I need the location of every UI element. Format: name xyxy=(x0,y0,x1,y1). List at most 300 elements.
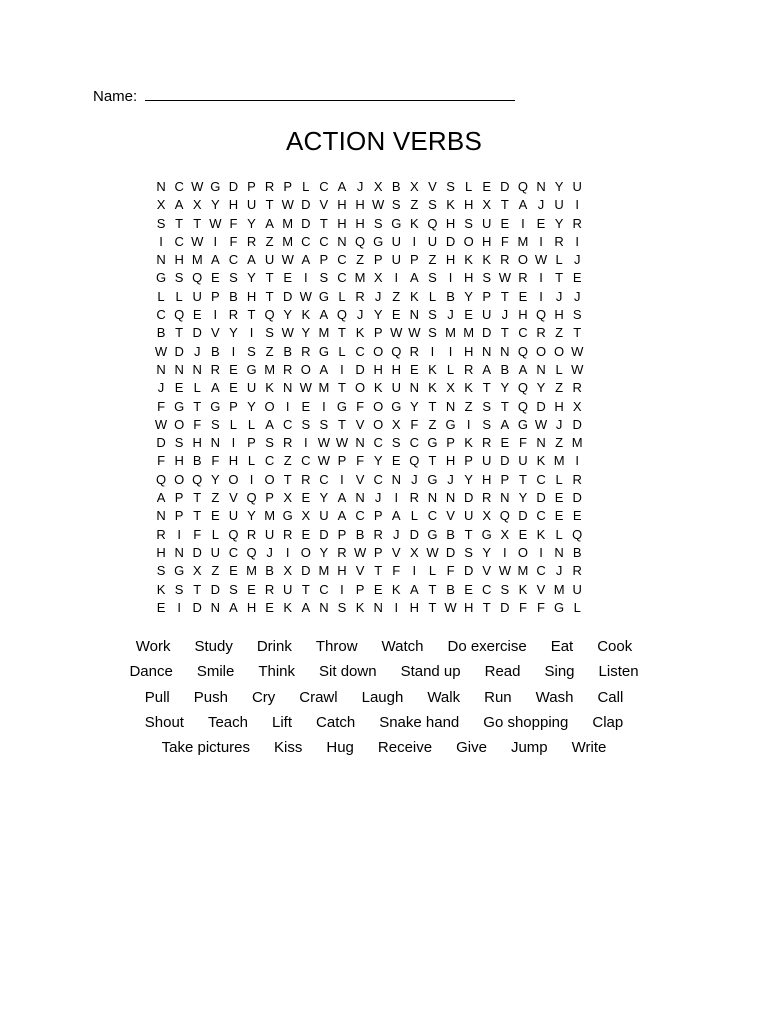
grid-letter: P xyxy=(373,508,383,524)
grid-letter: P xyxy=(373,252,383,268)
grid-letter: I xyxy=(575,233,580,249)
grid-letter: L xyxy=(410,508,418,524)
grid-letter: Z xyxy=(428,416,437,432)
grid-letter: E xyxy=(373,581,383,597)
word-bank-item: Snake hand xyxy=(379,713,460,731)
grid-letter: P xyxy=(337,453,347,469)
grid-letter: W xyxy=(498,270,511,286)
grid-letter: I xyxy=(503,544,507,560)
grid-letter: T xyxy=(500,197,509,213)
grid-letter: N xyxy=(536,179,546,194)
grid-letter: S xyxy=(428,325,437,341)
grid-letter: W xyxy=(209,215,222,231)
name-underline xyxy=(145,86,515,101)
grid-letter: C xyxy=(228,252,239,268)
word-bank-item: Write xyxy=(571,739,607,757)
grid-letter: V xyxy=(446,508,455,524)
grid-letter: T xyxy=(193,508,202,524)
grid-letter: A xyxy=(518,197,528,213)
grid-letter: W xyxy=(317,435,331,451)
grid-letter: K xyxy=(464,252,473,268)
grid-letter: Q xyxy=(174,307,185,323)
grid-letter: P xyxy=(247,435,256,451)
grid-letter: E xyxy=(301,398,311,414)
grid-letter: Y xyxy=(554,215,564,231)
word-bank-item: Stand up xyxy=(400,663,461,681)
word-bank-item: Do exercise xyxy=(447,638,527,655)
grid-letter: U xyxy=(463,508,474,524)
grid-letter: S xyxy=(337,599,347,615)
grid-letter: D xyxy=(228,179,239,194)
grid-letter: C xyxy=(373,471,383,487)
grid-letter: G xyxy=(282,508,293,524)
grid-letter: S xyxy=(210,416,220,432)
word-bank-item: Lift xyxy=(272,713,293,731)
grid-letter: U xyxy=(554,197,564,213)
grid-letter: R xyxy=(156,526,166,542)
grid-letter: L xyxy=(573,599,581,615)
grid-letter: C xyxy=(427,508,438,524)
grid-letter: K xyxy=(482,252,492,268)
grid-letter: D xyxy=(463,563,474,579)
grid-row xyxy=(152,269,586,287)
grid-letter: M xyxy=(445,325,456,341)
grid-letter: Q xyxy=(336,307,348,323)
grid-letter: V xyxy=(536,581,546,597)
grid-letter: R xyxy=(301,471,311,487)
grid-letter: X xyxy=(482,197,492,213)
grid-letter: M xyxy=(282,215,294,231)
grid-letter: S xyxy=(464,544,473,560)
grid-letter: I xyxy=(466,416,471,432)
grid-letter: T xyxy=(518,471,527,487)
grid-letter: U xyxy=(246,197,257,213)
grid-letter: S xyxy=(391,197,401,213)
grid-letter: R xyxy=(210,361,221,377)
grid-letter: R xyxy=(572,471,582,487)
grid-row xyxy=(152,215,586,233)
grid-row xyxy=(152,452,586,470)
grid-letter: V xyxy=(355,563,365,579)
grid-letter: E xyxy=(572,270,582,286)
word-bank-item: Run xyxy=(484,688,512,706)
grid-letter: I xyxy=(285,544,290,560)
grid-letter: D xyxy=(319,526,329,542)
grid-letter: E xyxy=(536,215,546,231)
grid-letter: C xyxy=(337,270,347,286)
grid-letter: T xyxy=(301,581,310,597)
grid-letter: L xyxy=(428,563,437,579)
grid-letter: A xyxy=(265,215,274,231)
grid-letter: Z xyxy=(283,453,292,469)
grid-letter: L xyxy=(555,526,563,542)
grid-letter: J xyxy=(555,288,563,304)
grid-letter: K xyxy=(265,380,274,396)
grid-letter: D xyxy=(192,325,202,341)
grid-letter: H xyxy=(482,233,492,249)
grid-letter: G xyxy=(373,233,384,249)
grid-letter: T xyxy=(428,453,437,469)
grid-letter: R xyxy=(482,435,492,451)
grid-letter: R xyxy=(355,288,365,304)
grid-letter: J xyxy=(501,307,509,323)
grid-letter: S xyxy=(482,398,492,414)
grid-letter: T xyxy=(482,380,491,396)
grid-letter: O xyxy=(355,380,366,396)
grid-letter: J xyxy=(411,471,418,487)
grid-letter: O xyxy=(554,343,565,359)
grid-letter: T xyxy=(464,526,473,542)
grid-letter: S xyxy=(156,215,166,231)
grid-letter: J xyxy=(374,288,382,304)
grid-letter: U xyxy=(482,453,492,469)
grid-letter: K xyxy=(373,380,383,396)
grid-letter: Z xyxy=(265,343,274,359)
grid-letter: S xyxy=(174,435,184,451)
grid-letter: Y xyxy=(373,453,383,469)
grid-letter: K xyxy=(464,435,473,451)
grid-letter: T xyxy=(428,599,437,615)
grid-letter: K xyxy=(410,215,419,231)
grid-letter: F xyxy=(193,526,202,542)
grid-letter: S xyxy=(319,416,329,432)
grid-letter: Z xyxy=(464,398,473,414)
grid-letter: C xyxy=(409,435,420,451)
grid-letter: E xyxy=(247,581,256,597)
grid-row xyxy=(152,251,586,269)
grid-letter: N xyxy=(156,361,166,377)
grid-letter: J xyxy=(537,197,545,213)
grid-letter: D xyxy=(518,508,528,524)
grid-letter: R xyxy=(283,526,293,542)
grid-letter: F xyxy=(537,599,545,615)
grid-letter: I xyxy=(249,325,254,341)
grid-letter: S xyxy=(319,270,329,286)
grid-letter: L xyxy=(338,343,346,359)
grid-letter: A xyxy=(410,270,419,286)
grid-letter: L xyxy=(555,471,563,487)
grid-letter: G xyxy=(554,599,565,615)
grid-letter: Y xyxy=(247,508,256,524)
grid-letter: Q xyxy=(192,471,203,487)
grid-letter: C xyxy=(174,179,184,194)
grid-letter: K xyxy=(301,307,311,323)
grid-letter: E xyxy=(572,508,582,524)
grid-letter: J xyxy=(573,252,581,268)
grid-letter: A xyxy=(265,416,274,432)
grid-letter: G xyxy=(391,398,402,414)
grid-letter: P xyxy=(373,325,383,341)
grid-letter: E xyxy=(283,270,293,286)
grid-letter: P xyxy=(500,471,510,487)
grid-letter: E xyxy=(391,307,401,323)
grid-letter: S xyxy=(446,179,455,194)
name-field xyxy=(93,86,515,107)
grid-letter: I xyxy=(303,435,308,451)
grid-letter: P xyxy=(319,252,329,268)
grid-letter: G xyxy=(318,288,329,304)
grid-letter: G xyxy=(481,526,492,542)
grid-letter: X xyxy=(482,508,492,524)
grid-letter: J xyxy=(266,544,273,560)
grid-letter: Y xyxy=(247,270,256,286)
grid-letter: F xyxy=(392,563,401,579)
grid-letter: O xyxy=(373,343,384,359)
grid-letter: S xyxy=(428,307,437,323)
grid-row xyxy=(152,434,586,452)
grid-letter: A xyxy=(156,490,166,506)
grid-letter: M xyxy=(517,233,529,249)
grid-letter: K xyxy=(536,526,546,542)
grid-letter: N xyxy=(210,435,221,451)
grid-letter: N xyxy=(409,380,420,396)
grid-letter: U xyxy=(210,544,221,560)
grid-letter: M xyxy=(318,380,330,396)
grid-letter: R xyxy=(518,270,528,286)
grid-letter: V xyxy=(319,197,329,213)
grid-letter: Q xyxy=(572,526,583,542)
grid-letter: B xyxy=(229,288,238,304)
grid-letter: U xyxy=(482,215,492,231)
grid-letter: H xyxy=(554,398,564,414)
grid-letter: I xyxy=(394,599,399,615)
grid-letter: C xyxy=(337,252,347,268)
grid-row xyxy=(152,507,586,525)
grid-letter: H xyxy=(228,453,239,469)
grid-letter: Y xyxy=(247,215,256,231)
grid-letter: S xyxy=(156,563,166,579)
grid-letter: J xyxy=(555,416,563,432)
grid-letter: F xyxy=(157,398,166,414)
grid-letter: U xyxy=(518,453,528,469)
word-bank-item: Catch xyxy=(316,713,356,731)
grid-letter: Y xyxy=(536,380,546,396)
grid-letter: M xyxy=(246,563,257,579)
grid-row xyxy=(152,471,586,489)
grid-letter: I xyxy=(539,288,543,304)
grid-letter: L xyxy=(302,179,310,194)
grid-letter: B xyxy=(192,453,202,469)
grid-letter: E xyxy=(229,361,238,377)
grid-letter: L xyxy=(428,288,437,304)
word-bank-row xyxy=(0,685,768,710)
word-bank-item: Smile xyxy=(196,663,235,681)
grid-letter: G xyxy=(427,435,438,451)
grid-letter: E xyxy=(301,490,311,506)
grid-letter: B xyxy=(355,526,365,542)
grid-letter: N xyxy=(482,343,492,359)
grid-letter: J xyxy=(157,380,165,396)
grid-letter: I xyxy=(159,233,163,249)
grid-letter: I xyxy=(575,453,580,469)
grid-letter: D xyxy=(536,490,546,506)
grid-letter: N xyxy=(355,435,365,451)
grid-letter: M xyxy=(318,563,330,579)
grid-letter: K xyxy=(410,288,419,304)
grid-letter: L xyxy=(229,416,238,432)
grid-letter: R xyxy=(554,233,564,249)
grid-letter: A xyxy=(301,252,311,268)
grid-letter: I xyxy=(575,197,580,213)
grid-letter: M xyxy=(463,325,475,341)
grid-letter: A xyxy=(500,416,510,432)
grid-letter: T xyxy=(265,197,274,213)
grid-letter: T xyxy=(428,398,437,414)
grid-letter: P xyxy=(174,508,184,524)
grid-letter: R xyxy=(373,526,383,542)
grid-letter: C xyxy=(319,179,329,194)
grid-letter: U xyxy=(228,508,239,524)
grid-letter: Y xyxy=(464,471,473,487)
grid-letter: F xyxy=(518,599,527,615)
grid-letter: A xyxy=(247,252,256,268)
grid-letter: R xyxy=(409,343,420,359)
grid-letter: W xyxy=(281,197,294,213)
grid-letter: T xyxy=(500,288,509,304)
word-bank-item: Listen xyxy=(598,663,639,681)
grid-letter: O xyxy=(463,233,474,249)
grid-letter: N xyxy=(319,599,329,615)
grid-letter: H xyxy=(445,453,456,469)
grid-row xyxy=(152,416,586,434)
grid-letter: Z xyxy=(265,233,274,249)
grid-letter: O xyxy=(264,398,275,414)
grid-letter: W xyxy=(299,380,312,396)
grid-letter: R xyxy=(246,526,257,542)
grid-letter: S xyxy=(373,215,383,231)
grid-letter: X xyxy=(156,197,166,213)
grid-letter: G xyxy=(210,179,221,194)
grid-letter: S xyxy=(174,270,184,286)
grid-letter: U xyxy=(391,252,401,268)
grid-letter: H xyxy=(337,215,347,231)
grid-letter: E xyxy=(210,270,220,286)
grid-letter: I xyxy=(340,581,344,597)
grid-letter: J xyxy=(555,563,563,579)
grid-letter: A xyxy=(229,599,238,615)
grid-letter: R xyxy=(572,215,582,231)
grid-letter: P xyxy=(174,490,184,506)
grid-letter: I xyxy=(249,471,254,487)
grid-row xyxy=(152,343,586,361)
grid-letter: Q xyxy=(246,490,257,506)
grid-letter: F xyxy=(500,233,509,249)
grid-letter: O xyxy=(517,252,528,268)
grid-letter: C xyxy=(301,233,311,249)
grid-letter: S xyxy=(482,416,492,432)
word-bank-row xyxy=(0,659,768,684)
grid-letter: V xyxy=(428,179,437,194)
grid-letter: B xyxy=(572,544,582,560)
grid-letter: N xyxy=(445,398,456,414)
grid-letter: G xyxy=(391,215,402,231)
grid-letter: W xyxy=(534,252,548,268)
grid-letter: I xyxy=(177,526,181,542)
grid-letter: N xyxy=(337,233,347,249)
grid-letter: O xyxy=(228,471,239,487)
word-bank-item: Study xyxy=(194,638,233,655)
grid-letter: Y xyxy=(410,398,419,414)
grid-letter: F xyxy=(211,453,220,469)
grid-letter: D xyxy=(482,325,492,341)
grid-row xyxy=(152,379,586,397)
grid-letter: C xyxy=(355,343,365,359)
grid-letter: H xyxy=(337,197,347,213)
grid-letter: P xyxy=(247,179,256,194)
grid-letter: T xyxy=(175,215,184,231)
grid-letter: E xyxy=(174,380,184,396)
grid-letter: Q xyxy=(517,380,528,396)
grid-letter: I xyxy=(303,270,308,286)
grid-letter: E xyxy=(229,380,238,396)
grid-row xyxy=(152,233,586,251)
grid-letter: D xyxy=(445,544,456,560)
grid-letter: N xyxy=(156,179,166,194)
grid-letter: E xyxy=(229,563,238,579)
grid-letter: X xyxy=(192,563,202,579)
grid-letter: N xyxy=(373,599,383,615)
grid-letter: T xyxy=(555,270,564,286)
grid-letter: Z xyxy=(428,252,437,268)
grid-letter: H xyxy=(246,288,257,304)
grid-letter: X xyxy=(373,270,383,286)
grid-letter: D xyxy=(192,544,202,560)
grid-letter: L xyxy=(247,453,256,469)
grid-letter: Z xyxy=(392,288,401,304)
grid-letter: L xyxy=(193,380,201,396)
grid-letter: Z xyxy=(555,435,564,451)
grid-letter: E xyxy=(482,179,492,194)
grid-letter: U xyxy=(427,233,438,249)
grid-letter: X xyxy=(373,179,383,194)
grid-letter: N xyxy=(283,380,293,396)
grid-letter: K xyxy=(355,599,365,615)
grid-letter: W xyxy=(154,416,168,432)
grid-letter: P xyxy=(373,544,383,560)
grid-letter: G xyxy=(155,270,167,286)
word-bank-item: Throw xyxy=(315,638,358,655)
grid-letter: G xyxy=(318,343,329,359)
grid-letter: V xyxy=(391,544,401,560)
grid-letter: O xyxy=(300,361,311,377)
grid-letter: C xyxy=(174,233,184,249)
word-bank-item: Wash xyxy=(535,688,574,706)
grid-letter: R xyxy=(463,361,474,377)
grid-letter: U xyxy=(572,179,582,194)
grid-letter: T xyxy=(374,563,383,579)
grid-letter: B xyxy=(446,288,455,304)
grid-row xyxy=(152,544,586,562)
grid-letter: I xyxy=(340,361,344,377)
grid-letter: D xyxy=(283,288,293,304)
grid-letter: I xyxy=(430,343,435,359)
grid-letter: I xyxy=(448,343,453,359)
grid-letter: I xyxy=(521,215,525,231)
grid-letter: O xyxy=(517,544,528,560)
grid-letter: M xyxy=(264,508,276,524)
grid-letter: J xyxy=(374,490,382,506)
word-bank-item: Laugh xyxy=(361,688,404,706)
grid-letter: A xyxy=(337,490,347,506)
grid-letter: Q xyxy=(499,508,510,524)
grid-letter: D xyxy=(445,233,456,249)
grid-letter: E xyxy=(156,599,166,615)
grid-letter: H xyxy=(174,252,184,268)
grid-letter: B xyxy=(265,563,274,579)
grid-letter: T xyxy=(193,215,202,231)
grid-letter: Y xyxy=(373,307,383,323)
grid-letter: R xyxy=(228,307,239,323)
